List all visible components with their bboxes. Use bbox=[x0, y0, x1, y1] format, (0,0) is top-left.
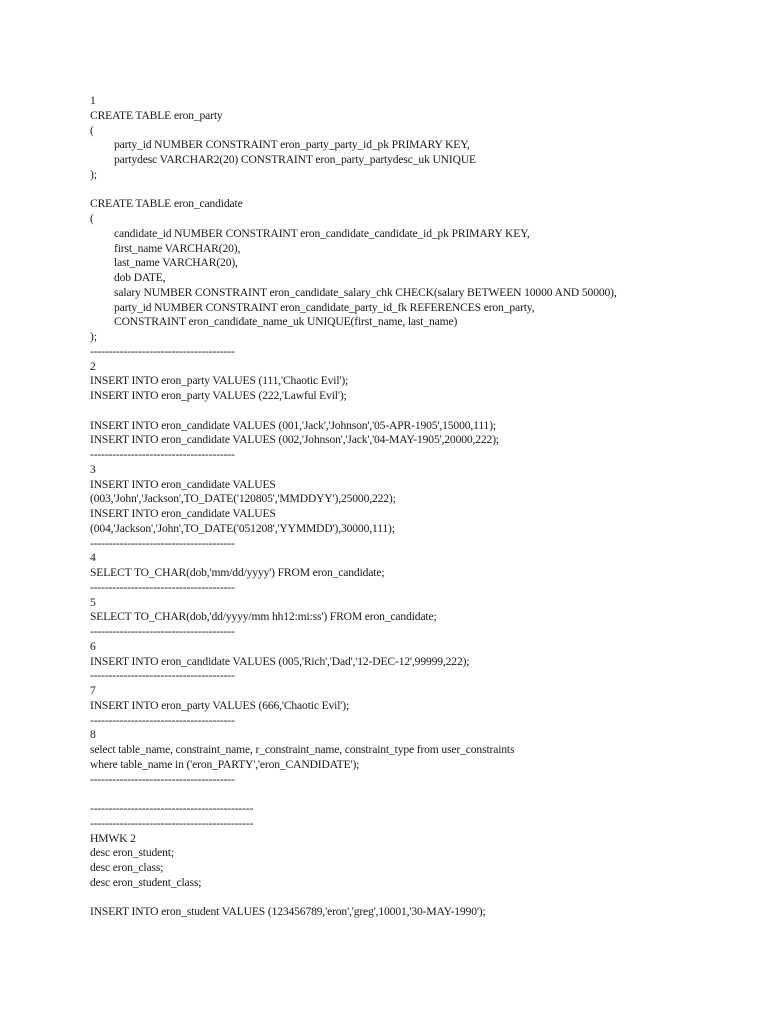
code-line: --------------------------------------- bbox=[90, 448, 235, 461]
code-line: INSERT INTO eron_party VALUES (222,'Lawful Evil'); bbox=[90, 389, 347, 402]
code-line: candidate_id NUMBER CONSTRAINT eron_candidate_candidate_id_pk PRIMARY KEY, bbox=[114, 226, 530, 240]
code-line: 5 bbox=[90, 595, 96, 609]
code-line: where table_name in ('eron_PARTY','eron_CANDIDATE'); bbox=[90, 757, 360, 771]
code-line: --------------------------------------- bbox=[90, 772, 235, 786]
code-line: CREATE TABLE eron_candidate bbox=[90, 197, 243, 211]
code-line: 7 bbox=[90, 684, 96, 697]
code-line: INSERT INTO eron_candidate VALUES (002,'Johnson','Jack','04-MAY-1905',20000,222); bbox=[90, 433, 499, 447]
code-line: 8 bbox=[90, 728, 96, 742]
code-line: desc eron_student_class; bbox=[90, 875, 202, 889]
code-line: first_name VARCHAR(20), bbox=[114, 241, 241, 255]
code-line: INSERT INTO eron_student VALUES (123456789,'eron','greg',10001,'30-MAY-1990'); bbox=[90, 905, 486, 919]
code-line: 6 bbox=[90, 639, 96, 653]
code-line: -------------------------------------------- bbox=[90, 802, 254, 815]
blank-line bbox=[90, 183, 760, 198]
code-line: ( bbox=[90, 123, 94, 137]
code-line: --------------------------------------- bbox=[90, 536, 235, 550]
code-line: 2 bbox=[90, 359, 96, 373]
code-line: select table_name, constraint_name, r_constraint_name, constraint_type from user_constraints bbox=[90, 743, 515, 756]
code-line: desc eron_class; bbox=[90, 861, 164, 874]
code-line: CONSTRAINT eron_candidate_name_uk UNIQUE(first_name, last_name) bbox=[114, 315, 458, 329]
code-line: 3 bbox=[90, 462, 96, 476]
code-line: --------------------------------------- bbox=[90, 669, 235, 683]
code-line: -------------------------------------------- bbox=[90, 816, 254, 830]
blank-line bbox=[90, 891, 760, 906]
code-line: HMWK 2 bbox=[90, 831, 136, 845]
code-line: party_id NUMBER CONSTRAINT eron_candidate_party_id_fk REFERENCES eron_party, bbox=[114, 300, 535, 314]
code-line: 4 bbox=[90, 551, 96, 565]
code-line: INSERT INTO eron_candidate VALUES (005,'Rich','Dad','12-DEC-12',99999,222); bbox=[90, 654, 470, 668]
code-line: INSERT INTO eron_candidate VALUES bbox=[90, 477, 276, 491]
code-line: ); bbox=[90, 330, 97, 343]
code-line: ); bbox=[90, 167, 97, 181]
code-line: ( bbox=[90, 212, 94, 225]
code-line: --------------------------------------- bbox=[90, 344, 235, 358]
code-line: INSERT INTO eron_candidate VALUES (001,'Jack','Johnson','05-APR-1905',15000,111); bbox=[90, 418, 496, 432]
code-line: SELECT TO_CHAR(dob,'dd/yyyy/mm hh12:mi:ss') FROM eron_candidate; bbox=[90, 610, 437, 624]
code-line: party_id NUMBER CONSTRAINT eron_party_party_id_pk PRIMARY KEY, bbox=[114, 138, 470, 152]
code-line: --------------------------------------- bbox=[90, 625, 235, 638]
document-page bbox=[90, 94, 760, 920]
code-line: CREATE TABLE eron_party bbox=[90, 108, 223, 122]
code-line: INSERT INTO eron_candidate VALUES bbox=[90, 507, 276, 520]
code-line: desc eron_student; bbox=[90, 846, 174, 860]
code-line: last_name VARCHAR(20), bbox=[114, 256, 238, 270]
blank-line bbox=[90, 404, 760, 419]
code-line: (003,'John','Jackson',TO_DATE('120805','MMDDYY'),25000,222); bbox=[90, 492, 396, 506]
code-line: 1 bbox=[90, 94, 96, 107]
code-line: --------------------------------------- bbox=[90, 580, 235, 594]
code-line: INSERT INTO eron_party VALUES (111,'Chaotic Evil'); bbox=[90, 374, 349, 388]
code-line: salary NUMBER CONSTRAINT eron_candidate_salary_chk CHECK(salary BETWEEN 10000 AND 50000), bbox=[114, 285, 617, 299]
code-line: SELECT TO_CHAR(dob,'mm/dd/yyyy') FROM eron_candidate; bbox=[90, 566, 385, 579]
code-line: --------------------------------------- bbox=[90, 713, 235, 727]
code-line: INSERT INTO eron_party VALUES (666,'Chaotic Evil'); bbox=[90, 698, 350, 712]
blank-line bbox=[90, 787, 760, 802]
code-line: dob DATE, bbox=[114, 271, 166, 284]
code-line: (004,'Jackson','John',TO_DATE('051208','YYMMDD'),30000,111); bbox=[90, 521, 395, 535]
code-line: partydesc VARCHAR2(20) CONSTRAINT eron_party_partydesc_uk UNIQUE bbox=[114, 153, 476, 166]
